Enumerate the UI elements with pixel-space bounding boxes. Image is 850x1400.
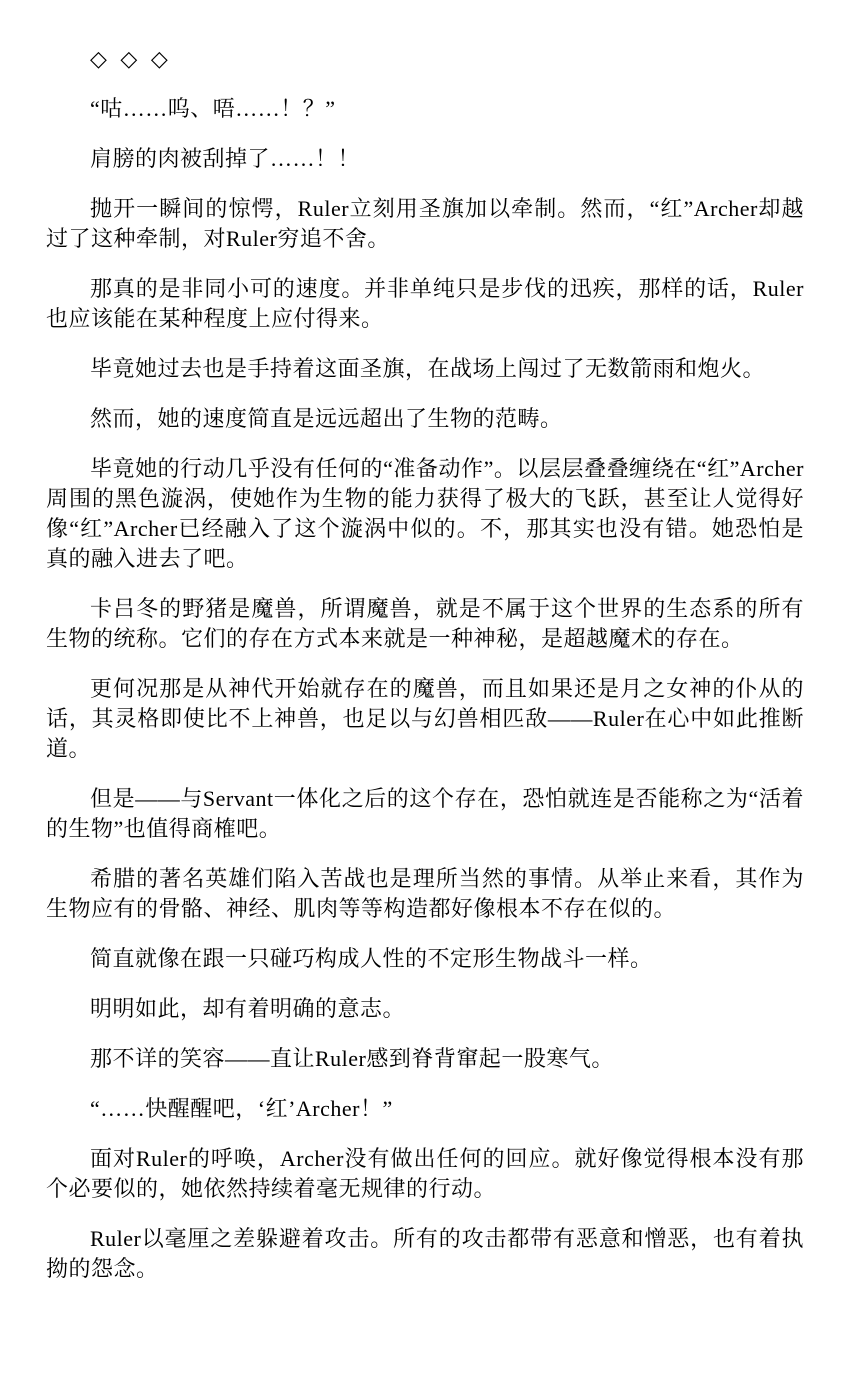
paragraph: 明明如此，却有着明确的意志。 — [90, 996, 406, 1021]
paragraph: 那不详的笑容——直让Ruler感到脊背窜起一股寒气。 — [90, 1046, 614, 1071]
paragraph: 简直就像在跟一只碰巧构成人性的不定形生物战斗一样。 — [90, 946, 653, 971]
paragraph: 卡吕冬的野猪是魔兽，所谓魔兽，就是不属于这个世界的生态系的所有生物的统称。它们的存在方式本来就是一种神秘，是超越魔术的存在。 — [46, 596, 804, 651]
paragraph: 面对Ruler的呼唤，Archer没有做出任何的回应。就好像觉得根本没有那个必要似的，她依然持续着毫无规律的行动。 — [46, 1146, 804, 1201]
paragraph: 肩膀的肉被刮掉了……！！ — [90, 146, 361, 171]
paragraph: 毕竟她过去也是手持着这面圣旗，在战场上闯过了无数箭雨和炮火。 — [90, 356, 766, 381]
paragraph: 希腊的著名英雄们陷入苦战也是理所当然的事情。从举止来看，其作为生物应有的骨骼、神经、肌肉等等构造都好像根本不存在似的。 — [46, 866, 804, 921]
paragraph: 然而，她的速度简直是远远超出了生物的范畴。 — [90, 406, 563, 431]
paragraph: “……快醒醒吧，‘红’Archer！” — [90, 1096, 393, 1121]
paragraph: 更何况那是从神代开始就存在的魔兽，而且如果还是月之女神的仆从的话，其灵格即使比不上神兽，也足以与幻兽相匹敌——Ruler在心中如此推断道。 — [46, 676, 804, 761]
paragraph: 但是——与Servant一体化之后的这个存在，恐怕就连是否能称之为“活着的生物”也值得商榷吧。 — [46, 786, 804, 841]
section-separator: ◇ ◇ ◇ — [90, 46, 169, 71]
paragraph: 毕竟她的行动几乎没有任何的“准备动作”。以层层叠叠缠绕在“红”Archer周围的黑色漩涡，使她作为生物的能力获得了极大的飞跃，甚至让人觉得好像“红”Archer已经融入了这个漩涡中似的。不，那其实也没有错。她恐怕是真的融入进去了吧。 — [46, 456, 804, 571]
paragraph: Ruler以毫厘之差躲避着攻击。所有的攻击都带有恶意和憎恶，也有着执拗的怨念。 — [46, 1226, 804, 1281]
paragraph: 那真的是非同小可的速度。并非单纯只是步伐的迅疾，那样的话，Ruler也应该能在某种程度上应付得来。 — [46, 276, 804, 331]
paragraph: 抛开一瞬间的惊愕，Ruler立刻用圣旗加以牵制。然而，“红”Archer却越过了这种牵制，对Ruler穷追不舍。 — [46, 196, 804, 251]
paragraph: “咕……呜、唔……！？” — [90, 96, 336, 121]
